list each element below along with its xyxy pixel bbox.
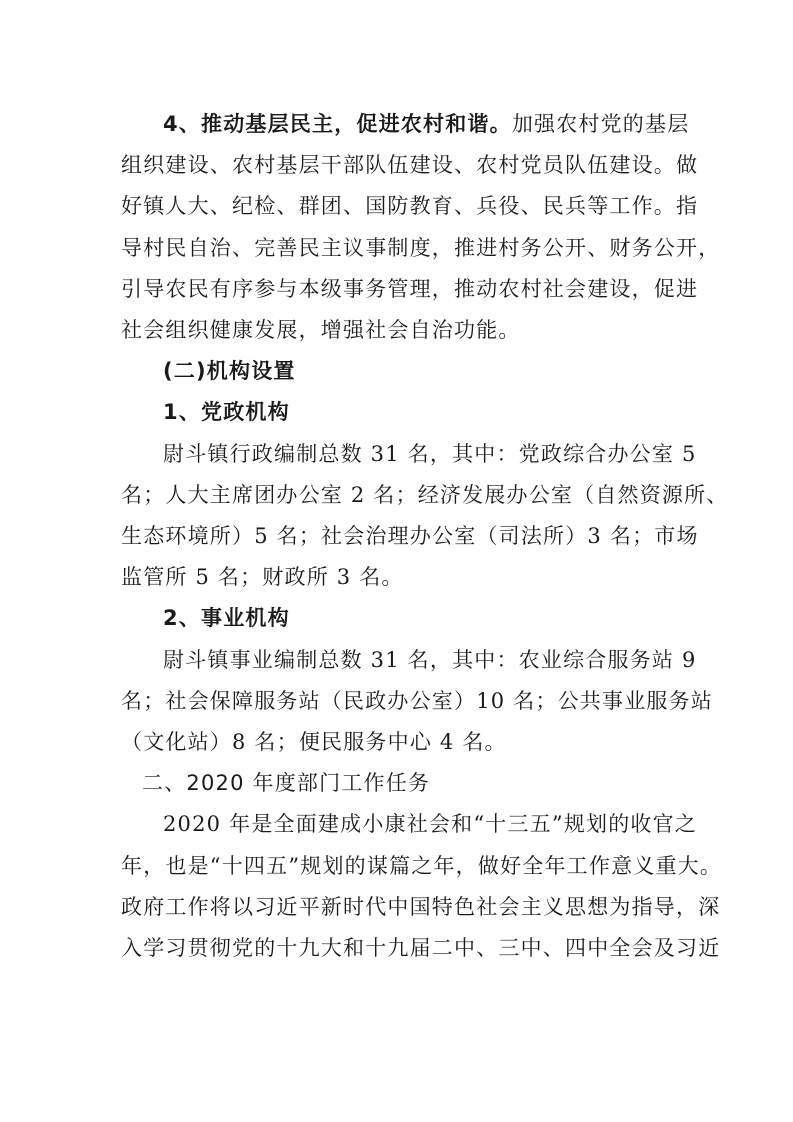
section4-line1-rest: 加强农村党的基层 <box>511 112 690 136</box>
public-inst-heading: 2、事业机构 <box>163 606 290 631</box>
tasks-line4: 入学习贯彻党的十九大和十九届二中、三中、四中全会及习近 <box>121 936 721 961</box>
org-setup-heading: (二)机构设置 <box>163 359 296 384</box>
section4-line4: 导村民自治、完善民主议事制度，推进村务公开、财务公开， <box>121 235 721 260</box>
section4-line3: 好镇人大、纪检、群团、国防教育、兵役、民兵等工作。指 <box>121 194 699 219</box>
public-inst-line1: 尉斗镇事业编制总数 31 名，其中：农业综合服务站 9 <box>163 647 697 672</box>
section4-paragraph <box>121 104 721 351</box>
section4-lead: 4、推动基层民主，促进农村和谐。 <box>163 112 512 136</box>
section4-line5: 引导农民有序参与本级事务管理，推动农村社会建设，促进 <box>121 276 699 301</box>
section4-line1 <box>121 104 690 145</box>
party-gov-line1: 尉斗镇行政编制总数 31 名，其中：党政综合办公室 5 <box>163 441 697 466</box>
document-body <box>121 104 729 969</box>
party-gov-line4: 监管所 5 名；财政所 3 名。 <box>121 565 404 590</box>
party-gov-paragraph <box>121 434 729 599</box>
public-inst-line2: 名；社会保障服务站（民政办公室）10 名；公共事业服务站 <box>121 688 713 713</box>
section4-line2: 组织建设、农村基层干部队伍建设、农村党员队伍建设。做 <box>121 153 699 178</box>
party-gov-line3: 生态环境所）5 名；社会治理办公室（司法所）3 名；市场 <box>121 524 699 549</box>
tasks-line2: 年，也是“十四五”规划的谋篇之年，做好全年工作意义重大。 <box>121 853 723 878</box>
tasks-heading: 二、2020 年度部门工作任务 <box>142 771 431 796</box>
public-inst-paragraph <box>121 640 713 764</box>
section4-line6: 社会组织健康发展，增强社会自治功能。 <box>121 318 521 343</box>
tasks-paragraph <box>121 804 723 969</box>
public-inst-line3: （文化站）8 名；便民服务中心 4 名。 <box>121 730 507 755</box>
party-gov-heading: 1、党政机构 <box>163 400 290 425</box>
tasks-line3: 政府工作将以习近平新时代中国特色社会主义思想为指导，深 <box>121 894 721 919</box>
party-gov-line2: 名；人大主席团办公室 2 名；经济发展办公室（自然资源所、 <box>121 482 729 507</box>
tasks-line1: 2020 年是全面建成小康社会和“十三五”规划的收官之 <box>163 812 697 837</box>
